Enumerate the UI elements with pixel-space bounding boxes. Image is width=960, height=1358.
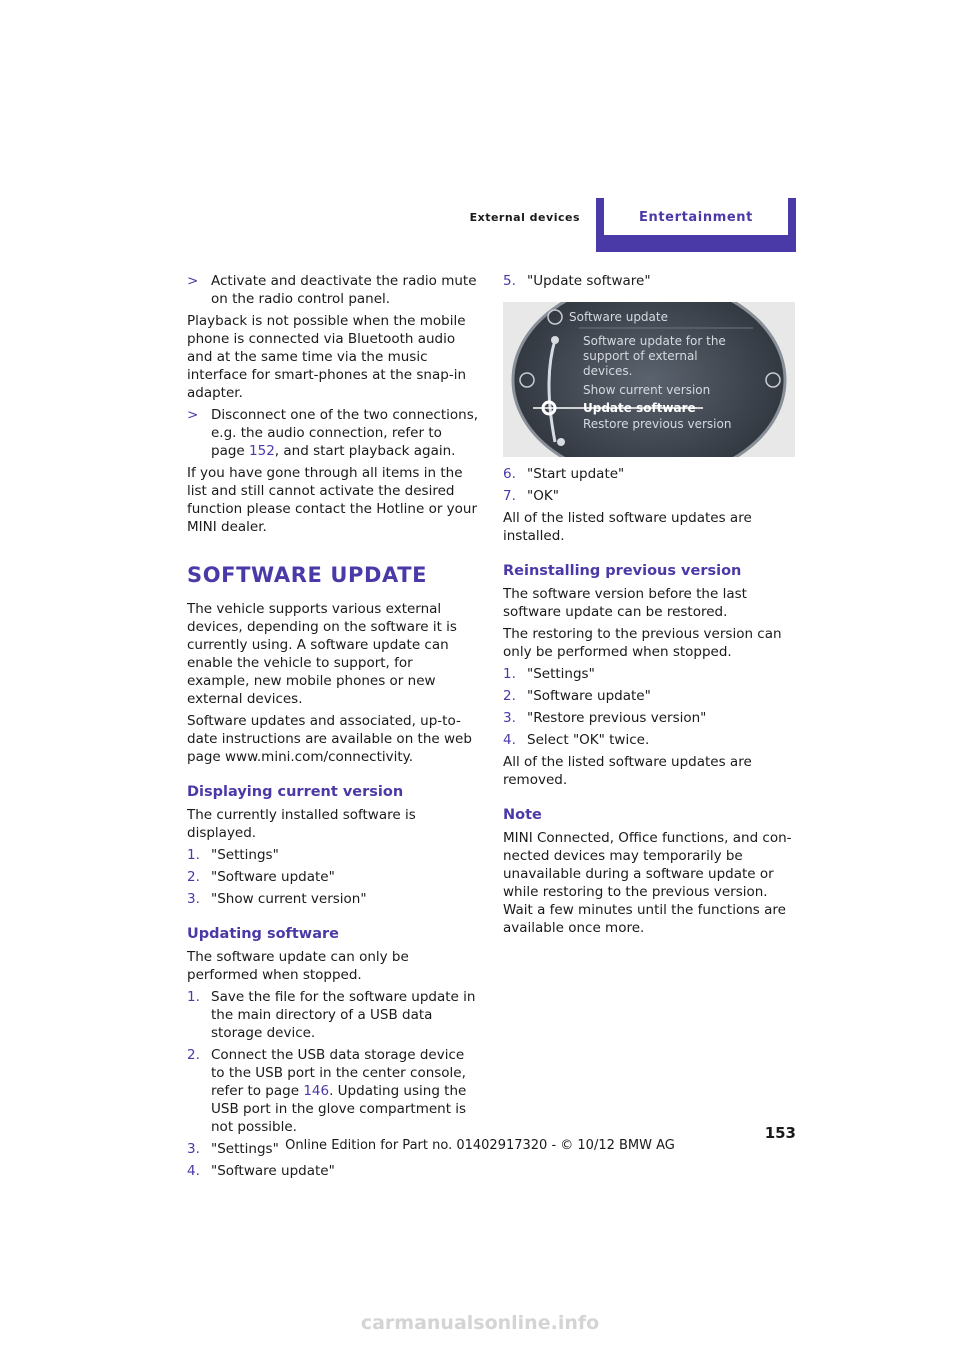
- bullet-text: , and start playback again.: [274, 443, 456, 459]
- chapter-title: Entertainment: [604, 198, 788, 235]
- section-title-software-update: SOFTWARE UPDATE: [187, 563, 428, 587]
- step-text: Select "OK" twice.: [527, 732, 650, 748]
- step-text: "Restore previous version": [527, 710, 707, 726]
- step-text: "Settings": [211, 847, 279, 863]
- step-text: "Settings": [527, 666, 595, 682]
- screen-item-restore-version: Restore previous version: [583, 417, 732, 431]
- display-graphic: [503, 302, 795, 457]
- paragraph: The currently installed software is displayed.: [187, 807, 416, 841]
- paragraph: The vehicle supports various external devices, depending on the software it is currently using. A software update can enable the vehicle to support, for example, new mobile phones or new external devices.: [187, 601, 457, 707]
- step-text: "Update software": [527, 273, 651, 289]
- paragraph: If you have gone through all items in the list and still cannot activate the desired function please contact the Hotline or your MINI dealer.: [187, 465, 478, 535]
- page-number: 153: [764, 1124, 796, 1142]
- step-item: [503, 665, 795, 683]
- subheading-updating-software: Updating software: [187, 926, 339, 942]
- step-text: "Software update": [211, 1163, 335, 1179]
- step-number: 2.: [503, 688, 516, 704]
- step-item: [503, 487, 795, 505]
- step-number: 3.: [187, 891, 200, 907]
- step-number: 5.: [503, 273, 516, 289]
- bullet-marker: >: [187, 407, 199, 423]
- step-text: "OK": [527, 488, 559, 504]
- step-text: "Show current version": [211, 891, 367, 907]
- paragraph: The software update can only be performed when stopped.: [187, 949, 409, 983]
- step-item: [503, 731, 795, 749]
- step-text: "Software update": [211, 869, 335, 885]
- step-item: [503, 687, 795, 705]
- step-number: 7.: [503, 488, 516, 504]
- step-item: [503, 709, 795, 727]
- step-number: 3.: [503, 710, 516, 726]
- paragraph: The restoring to the previous version can only be performed when stopped.: [503, 626, 782, 660]
- step-item: [187, 868, 479, 886]
- step-number: 2.: [187, 1047, 200, 1063]
- screen-item-update-software: Update software: [583, 401, 696, 415]
- bullet-text: Disconnect one of the two connections, e.g. the audio connection, refer to page: [211, 407, 479, 459]
- screen-item-support: Software update for the support of external devices.: [583, 334, 726, 378]
- step-item: [187, 1046, 479, 1136]
- paragraph: MINI Connected, Office functions, and con-nected devices may temporarily be unavailable during a software update or while restoring to the previous version. Wait a few minutes until the functions are available once more.: [503, 830, 792, 936]
- section-header: External devices: [469, 211, 580, 224]
- page-link-146[interactable]: 146: [303, 1083, 330, 1099]
- subheading-reinstalling-previous-version: Reinstalling previous version: [503, 563, 742, 579]
- paragraph: All of the listed software updates are removed.: [503, 754, 752, 788]
- step-item: [503, 465, 795, 483]
- step-item: [187, 988, 479, 1042]
- step-number: 3.: [187, 1141, 200, 1157]
- step-text: "Start update": [527, 466, 625, 482]
- bullet-item: [187, 406, 479, 460]
- step-item: [187, 890, 479, 908]
- left-column: [187, 272, 479, 1184]
- subheading-note: Note: [503, 807, 542, 823]
- subheading-displaying-current-version: Displaying current version: [187, 784, 404, 800]
- display-screenshot: [503, 302, 795, 457]
- paragraph: Playback is not possible when the mobile phone is connected via Bluetooth audio and at the same time via the music interface for smart-phones at the snap-in adapter.: [187, 313, 467, 401]
- step-text: "Settings": [211, 1141, 279, 1157]
- chapter-tab: [596, 198, 796, 252]
- step-item: [503, 272, 795, 290]
- step-number: 4.: [503, 732, 516, 748]
- page-link-152[interactable]: 152: [249, 443, 275, 459]
- step-item: [187, 846, 479, 864]
- bullet-item: [187, 272, 479, 308]
- step-number: 1.: [187, 847, 200, 863]
- paragraph: Software updates and associated, up-to-date instructions are available on the web page www.mini.com/connectivity.: [187, 713, 472, 765]
- bullet-marker: >: [187, 273, 199, 289]
- step-item: [187, 1162, 479, 1180]
- step-text: "Software update": [527, 688, 651, 704]
- paragraph: The software version before the last software update can be restored.: [503, 586, 747, 620]
- bullet-text: Activate and deactivate the radio mute on the radio control panel.: [211, 273, 477, 307]
- paragraph: All of the listed software updates are installed.: [503, 510, 752, 544]
- step-number: 1.: [503, 666, 516, 682]
- right-column: [503, 272, 795, 941]
- step-text: . Updating using the USB port in the glove compartment is not possible.: [211, 1083, 467, 1135]
- step-text: Connect the USB data storage device to the USB port in the center console, refer to page: [211, 1047, 466, 1099]
- step-number: 6.: [503, 466, 516, 482]
- step-number: 2.: [187, 869, 200, 885]
- step-text: Save the file for the software update in the main directory of a USB data storage device.: [211, 989, 476, 1041]
- screen-title: Software update: [569, 310, 668, 324]
- screen-item-show-version: Show current version: [583, 383, 711, 397]
- footer-copyright: Online Edition for Part no. 01402917320 - © 10/12 BMW AG: [285, 1138, 675, 1153]
- step-number: 4.: [187, 1163, 200, 1179]
- watermark: carmanualsonline.info: [360, 1312, 600, 1334]
- step-number: 1.: [187, 989, 200, 1005]
